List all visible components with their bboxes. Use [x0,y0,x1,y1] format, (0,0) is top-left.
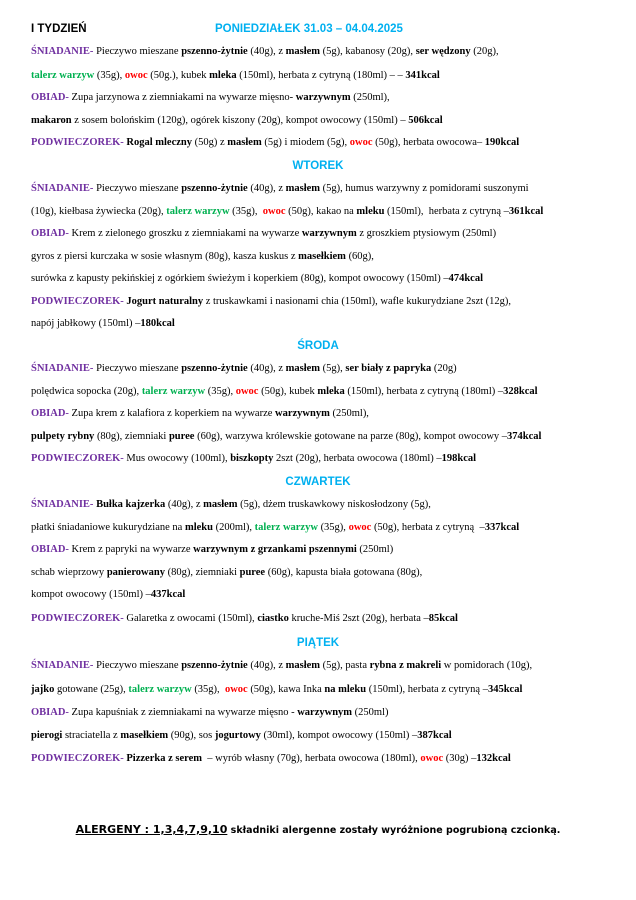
tuesday-breakfast-line-2: (10g), kiełbasa żywiecka (20g), talerz warzyw (35g), owoc (50g), kakao na mleku (150ml), herbata z cytryną –361kcal [31,206,544,217]
day-heading-wednesday: ŚRODA [297,340,339,352]
tuesday-snack-line-1: PODWIECZOREK- Jogurt naturalny z truskawkami i nasionami chia (150ml), wafle kukurydziane 2szt (12g), [31,296,512,307]
thursday-breakfast-line-2: płatki śniadaniowe kukurydziane na mleku (200ml), talerz warzyw (35g), owoc (50g), herbata z cytryną –337kcal [31,522,520,533]
tuesday-breakfast-line-1: ŚNIADANIE- Pieczywo mieszane pszenno-żytnie (40g), z masłem (5g), humus warzywny z pomidorami suszonymi [31,183,529,194]
tuesday-snack-line-2: napój jabłkowy (150ml) –180kcal [31,318,175,329]
thursday-lunch-line-3: kompot owocowy (150ml) –437kcal [31,589,186,600]
allergens-label: ALERGENY : 1,3,4,7,9,10 [75,823,228,836]
allergens-text: składniki alergenne zostały wyróżnione pogrubioną czcionką. [227,825,561,836]
allergens-note [0,823,636,836]
monday-lunch-line-1: OBIAD- Zupa jarzynowa z ziemniakami na wywarze mięsno- warzywnym (250ml), [31,92,390,103]
thursday-snack-line: PODWIECZOREK- Galaretka z owocami (150ml), ciastko kruche-Miś 2szt (20g), herbata –85kcal [31,613,458,624]
monday-lunch-line-2: makaron z sosem bolońskim (120g), ogórek kiszony (20g), kompot owocowy (150ml) – 506kcal [31,115,443,126]
day-heading-thursday: CZWARTEK [285,476,351,488]
monday-breakfast-line-2: talerz warzyw (35g), owoc (50g.), kubek mleka (150ml), herbata z cytryną (180ml) – – 341kcal [31,70,440,81]
thursday-breakfast-line-1: ŚNIADANIE- Bułka kajzerka (40g), z masłem (5g), dżem truskawkowy niskosłodzony (5g), [31,499,431,510]
monday-breakfast-line-1: ŚNIADANIE- Pieczywo mieszane pszenno-żytnie (40g), z masłem (5g), kabanosy (20g), ser wędzony (20g), [31,46,499,57]
wednesday-lunch-line-1: OBIAD- Zupa krem z kalafiora z koperkiem na wywarze warzywnym (250ml), [31,408,369,419]
week-label: I TYDZIEŃ [31,23,87,35]
day-heading-tuesday: WTOREK [292,160,344,172]
wednesday-lunch-line-2: pulpety rybny (80g), ziemniaki puree (60g), warzywa królewskie gotowane na parze (80g), kompot owocowy –374kcal [31,431,542,442]
tuesday-lunch-line-2: gyros z piersi kurczaka w sosie własnym (80g), kasza kuskus z masełkiem (60g), [31,251,374,262]
thursday-lunch-line-2: schab wieprzowy panierowany (80g), ziemniaki puree (60g), kapusta biała gotowana (80g), [31,567,423,578]
monday-snack-line: PODWIECZOREK- Rogal mleczny (50g) z masłem (5g) i miodem (5g), owoc (50g), herbata owocowa– 190kcal [31,137,520,148]
wednesday-snack-line: PODWIECZOREK- Mus owocowy (100ml), biszkopty 2szt (20g), herbata owocowa (180ml) –198kcal [31,453,477,464]
friday-snack-line: PODWIECZOREK- Pizzerka z serem – wyrób własny (70g), herbata owocowa (180ml), owoc (30g) –132kcal [31,753,511,764]
day-heading-friday: PIĄTEK [296,637,340,649]
tuesday-lunch-line-3: surówka z kapusty pekińskiej z ogórkiem świeżym i koperkiem (80g), kompot owocowy (150ml) –474kcal [31,273,484,284]
page-title: PONIEDZIAŁEK 31.03 – 04.04.2025 [215,23,403,35]
thursday-lunch-line-1: OBIAD- Krem z papryki na wywarze warzywnym z grzankami pszennymi (250ml) [31,544,394,555]
wednesday-breakfast-line-2: polędwica sopocka (20g), talerz warzyw (35g), owoc (50g), kubek mleka (150ml), herbata z cytryną (180ml) –328kcal [31,386,538,397]
friday-lunch-line-2: pierogi straciatella z masełkiem (90g), sos jogurtowy (30ml), kompot owocowy (150ml) –387kcal [31,730,452,741]
tuesday-lunch-line-1: OBIAD- Krem z zielonego groszku z ziemniakami na wywarze warzywnym z groszkiem ptysiowym (250ml) [31,228,497,239]
friday-breakfast-line-2: jajko gotowane (25g), talerz warzyw (35g), owoc (50g), kawa Inka na mleku (150ml), herbata z cytryną –345kcal [31,684,523,695]
friday-breakfast-line-1: ŚNIADANIE- Pieczywo mieszane pszenno-żytnie (40g), z masłem (5g), pasta rybna z makreli w pomidorach (10g), [31,660,533,671]
friday-lunch-line-1: OBIAD- Zupa kapuśniak z ziemniakami na wywarze mięsno - warzywnym (250ml) [31,707,389,718]
wednesday-breakfast-line-1: ŚNIADANIE- Pieczywo mieszane pszenno-żytnie (40g), z masłem (5g), ser biały z papryka (20g) [31,363,457,374]
